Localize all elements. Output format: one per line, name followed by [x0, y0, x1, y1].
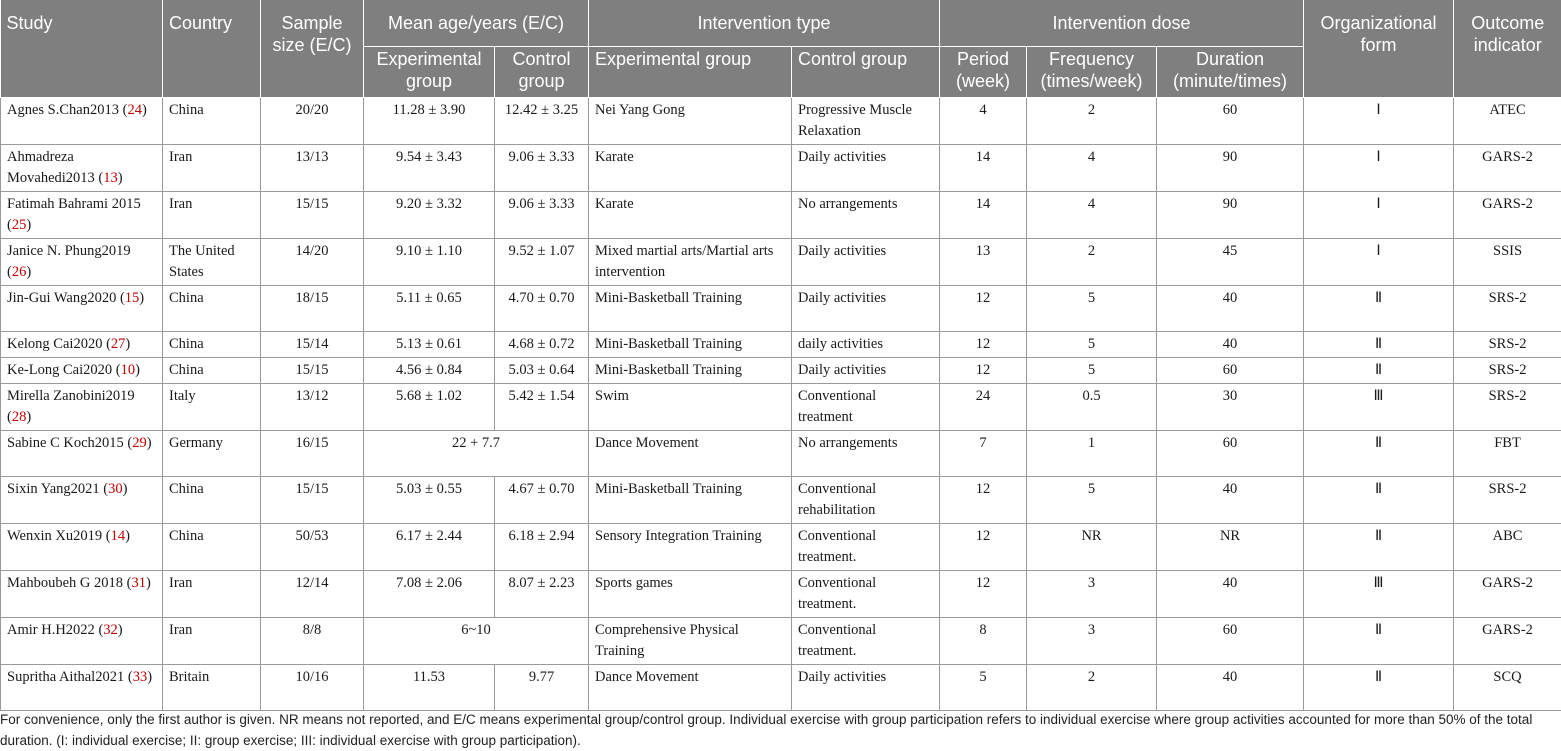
cell-organizational-form: Ⅰ [1304, 239, 1454, 286]
reference-link[interactable]: 15 [124, 290, 140, 306]
cell-age-experimental: 9.20 ± 3.32 [364, 192, 495, 239]
cell-frequency: 4 [1027, 145, 1157, 192]
study-name: Wenxin Xu2019 [7, 528, 103, 544]
cell-duration: 60 [1157, 618, 1304, 665]
cell-intervention-experimental: Karate [589, 192, 792, 239]
cell-age-experimental: 5.68 ± 1.02 [364, 384, 495, 431]
cell-country: China [163, 477, 261, 524]
cell-intervention-experimental: Karate [589, 145, 792, 192]
cell-period: 13 [940, 239, 1027, 286]
cell-period: 5 [940, 665, 1027, 711]
cell-study: Janice N. Phung2019 (26) [1, 239, 163, 286]
header-intervention-type: Intervention type [589, 0, 940, 47]
cell-outcome-indicator: GARS-2 [1454, 145, 1561, 192]
header-frequency: Frequency (times/week) [1027, 47, 1157, 98]
cell-outcome-indicator: ATEC [1454, 98, 1561, 145]
cell-period: 14 [940, 192, 1027, 239]
cell-country: China [163, 524, 261, 571]
cell-frequency: 5 [1027, 358, 1157, 384]
cell-age-experimental: 7.08 ± 2.06 [364, 571, 495, 618]
header-intervention-control: Control group [792, 47, 940, 98]
cell-outcome-indicator: FBT [1454, 431, 1561, 477]
table-row [1, 358, 1561, 384]
header-age-control: Control group [495, 47, 589, 98]
cell-frequency: 3 [1027, 618, 1157, 665]
cell-intervention-experimental: Mini-Basketball Training [589, 332, 792, 358]
cell-frequency: 2 [1027, 98, 1157, 145]
cell-age-control: 9.77 [495, 665, 589, 711]
cell-intervention-control: Conventional treatment. [792, 571, 940, 618]
cell-outcome-indicator: SRS-2 [1454, 286, 1561, 332]
study-name: Kelong Cai2020 [7, 336, 103, 352]
cell-frequency: 5 [1027, 477, 1157, 524]
study-name: Supritha Aithal2021 [7, 669, 125, 685]
cell-sample-size: 20/20 [261, 98, 364, 145]
study-name: Jin-Gui Wang2020 [7, 290, 117, 306]
cell-organizational-form: Ⅱ [1304, 431, 1454, 477]
cell-outcome-indicator: SRS-2 [1454, 477, 1561, 524]
cell-period: 12 [940, 358, 1027, 384]
cell-intervention-experimental: Sensory Integration Training [589, 524, 792, 571]
cell-sample-size: 13/12 [261, 384, 364, 431]
cell-intervention-control: Progressive Muscle Relaxation [792, 98, 940, 145]
cell-age-experimental: 9.10 ± 1.10 [364, 239, 495, 286]
cell-intervention-control: No arrangements [792, 431, 940, 477]
cell-frequency: 5 [1027, 286, 1157, 332]
cell-organizational-form: Ⅰ [1304, 145, 1454, 192]
cell-study: Wenxin Xu2019 (14) [1, 524, 163, 571]
cell-period: 12 [940, 571, 1027, 618]
cell-outcome-indicator: GARS-2 [1454, 192, 1561, 239]
cell-frequency: 3 [1027, 571, 1157, 618]
study-name: Mirella Zanobini2019 [7, 388, 135, 404]
cell-intervention-control: Conventional rehabilitation [792, 477, 940, 524]
study-name: Ke-Long Cai2020 [7, 362, 113, 378]
cell-study: Amir H.H2022 (32) [1, 618, 163, 665]
study-name: Sabine C Koch2015 [7, 435, 124, 451]
cell-duration: 40 [1157, 665, 1304, 711]
cell-age-experimental: 6.17 ± 2.44 [364, 524, 495, 571]
study-name: Mahboubeh G 2018 [7, 575, 123, 591]
header-sample-size: Sample size (E/C) [261, 0, 364, 98]
reference-link[interactable]: 33 [132, 669, 148, 685]
cell-duration: 60 [1157, 431, 1304, 477]
header-outcome-indicator: Outcome indicator [1454, 0, 1561, 98]
cell-study: Kelong Cai2020 (27) [1, 332, 163, 358]
study-name: Sixin Yang2021 [7, 481, 100, 497]
cell-intervention-control: Conventional treatment. [792, 618, 940, 665]
cell-age-experimental: 5.11 ± 0.65 [364, 286, 495, 332]
reference-link[interactable]: 14 [110, 528, 126, 544]
cell-intervention-experimental: Nei Yang Gong [589, 98, 792, 145]
cell-organizational-form: Ⅱ [1304, 618, 1454, 665]
cell-age-experimental: 4.56 ± 0.84 [364, 358, 495, 384]
cell-intervention-experimental: Sports games [589, 571, 792, 618]
cell-intervention-experimental: Mini-Basketball Training [589, 358, 792, 384]
cell-age-control: 4.68 ± 0.72 [495, 332, 589, 358]
cell-outcome-indicator: GARS-2 [1454, 618, 1561, 665]
cell-age-experimental: 5.13 ± 0.61 [364, 332, 495, 358]
reference-link[interactable]: 28 [11, 409, 27, 425]
cell-intervention-control: Daily activities [792, 358, 940, 384]
cell-organizational-form: Ⅱ [1304, 477, 1454, 524]
cell-mean-age-combined: 6~10 [364, 618, 589, 665]
cell-country: Germany [163, 431, 261, 477]
header-country: Country [163, 0, 261, 98]
cell-sample-size: 16/15 [261, 431, 364, 477]
cell-organizational-form: Ⅱ [1304, 665, 1454, 711]
cell-duration: 40 [1157, 477, 1304, 524]
reference-link[interactable]: 24 [127, 102, 142, 118]
cell-age-control: 4.67 ± 0.70 [495, 477, 589, 524]
table-row [1, 192, 1561, 239]
cell-outcome-indicator: SSIS [1454, 239, 1561, 286]
cell-intervention-experimental: Dance Movement [589, 665, 792, 711]
study-name: Ahmadreza Movahedi2013 [7, 149, 95, 186]
cell-study: Ahmadreza Movahedi2013 (13) [1, 145, 163, 192]
header-duration: Duration (minute/times) [1157, 47, 1304, 98]
cell-outcome-indicator: ABC [1454, 524, 1561, 571]
cell-intervention-control: No arrangements [792, 192, 940, 239]
cell-duration: 30 [1157, 384, 1304, 431]
cell-sample-size: 50/53 [261, 524, 364, 571]
cell-period: 12 [940, 477, 1027, 524]
cell-intervention-experimental: Mixed martial arts/Martial arts intervention [589, 239, 792, 286]
reference-link[interactable]: 26 [11, 264, 27, 280]
cell-sample-size: 15/15 [261, 192, 364, 239]
cell-organizational-form: Ⅱ [1304, 524, 1454, 571]
table-row [1, 477, 1561, 524]
header-organizational-form: Organizational form [1304, 0, 1454, 98]
reference-link[interactable]: 25 [11, 217, 27, 233]
cell-intervention-experimental: Mini-Basketball Training [589, 286, 792, 332]
table-row [1, 431, 1561, 477]
cell-duration: NR [1157, 524, 1304, 571]
cell-age-control: 12.42 ± 3.25 [495, 98, 589, 145]
cell-frequency: 0.5 [1027, 384, 1157, 431]
cell-study: Supritha Aithal2021 (33) [1, 665, 163, 711]
header-intervention-experimental: Experimental group [589, 47, 792, 98]
table-row [1, 384, 1561, 431]
cell-frequency: 2 [1027, 239, 1157, 286]
cell-frequency: 2 [1027, 665, 1157, 711]
cell-sample-size: 15/15 [261, 477, 364, 524]
cell-country: Iran [163, 192, 261, 239]
cell-outcome-indicator: GARS-2 [1454, 571, 1561, 618]
cell-intervention-control: Daily activities [792, 286, 940, 332]
cell-study: Agnes S.Chan2013 (24) [1, 98, 163, 145]
table-row [1, 286, 1561, 332]
cell-intervention-experimental: Mini-Basketball Training [589, 477, 792, 524]
table-row [1, 98, 1561, 145]
cell-outcome-indicator: SRS-2 [1454, 332, 1561, 358]
cell-organizational-form: Ⅰ [1304, 192, 1454, 239]
cell-study: Mirella Zanobini2019 (28) [1, 384, 163, 431]
cell-frequency: 4 [1027, 192, 1157, 239]
cell-intervention-experimental: Dance Movement [589, 431, 792, 477]
cell-period: 24 [940, 384, 1027, 431]
reference-link[interactable]: 31 [131, 575, 146, 591]
cell-age-experimental: 11.53 [364, 665, 495, 711]
table-row [1, 665, 1561, 711]
cell-period: 14 [940, 145, 1027, 192]
cell-age-experimental: 5.03 ± 0.55 [364, 477, 495, 524]
cell-duration: 40 [1157, 286, 1304, 332]
cell-country: China [163, 98, 261, 145]
cell-study: Jin-Gui Wang2020 (15) [1, 286, 163, 332]
header-period: Period (week) [940, 47, 1027, 98]
cell-period: 12 [940, 286, 1027, 332]
cell-sample-size: 13/13 [261, 145, 364, 192]
reference-link[interactable]: 10 [120, 362, 136, 378]
table-row [1, 332, 1561, 358]
cell-intervention-control: Daily activities [792, 145, 940, 192]
cell-age-control: 5.03 ± 0.64 [495, 358, 589, 384]
cell-organizational-form: Ⅲ [1304, 571, 1454, 618]
cell-intervention-experimental: Swim [589, 384, 792, 431]
header-study: Study [1, 0, 163, 98]
table-header [1, 0, 1561, 98]
cell-country: Iran [163, 618, 261, 665]
cell-sample-size: 15/14 [261, 332, 364, 358]
table-body [1, 98, 1561, 711]
header-age-experimental: Experimental group [364, 47, 495, 98]
cell-age-control: 9.52 ± 1.07 [495, 239, 589, 286]
cell-period: 12 [940, 524, 1027, 571]
cell-intervention-control: Conventional treatment. [792, 524, 940, 571]
cell-outcome-indicator: SRS-2 [1454, 384, 1561, 431]
cell-organizational-form: Ⅱ [1304, 286, 1454, 332]
cell-period: 8 [940, 618, 1027, 665]
cell-duration: 60 [1157, 98, 1304, 145]
cell-study: Ke-Long Cai2020 (10) [1, 358, 163, 384]
study-name: Fatimah Bahrami 2015 [7, 196, 141, 212]
cell-country: China [163, 358, 261, 384]
study-name: Agnes S.Chan2013 [7, 102, 119, 118]
table-row [1, 239, 1561, 286]
cell-mean-age-combined: 22 + 7.7 [364, 431, 589, 477]
cell-intervention-control: daily activities [792, 332, 940, 358]
cell-country: Iran [163, 571, 261, 618]
cell-intervention-control: Daily activities [792, 665, 940, 711]
cell-period: 12 [940, 332, 1027, 358]
reference-link[interactable]: 27 [110, 336, 126, 352]
cell-organizational-form: Ⅰ [1304, 98, 1454, 145]
cell-age-experimental: 9.54 ± 3.43 [364, 145, 495, 192]
cell-intervention-experimental: Comprehensive Physical Training [589, 618, 792, 665]
cell-sample-size: 12/14 [261, 571, 364, 618]
header-mean-age: Mean age/years (E/C) [364, 0, 589, 47]
cell-duration: 90 [1157, 145, 1304, 192]
cell-duration: 90 [1157, 192, 1304, 239]
cell-outcome-indicator: SCQ [1454, 665, 1561, 711]
reference-link[interactable]: 13 [103, 170, 118, 186]
cell-frequency: NR [1027, 524, 1157, 571]
cell-sample-size: 14/20 [261, 239, 364, 286]
reference-link[interactable]: 32 [103, 622, 118, 638]
header-intervention-dose: Intervention dose [940, 0, 1304, 47]
table-row [1, 524, 1561, 571]
study-name: Janice N. Phung2019 [7, 243, 131, 259]
cell-country: The United States [163, 239, 261, 286]
cell-frequency: 5 [1027, 332, 1157, 358]
cell-duration: 40 [1157, 332, 1304, 358]
cell-organizational-form: Ⅲ [1304, 384, 1454, 431]
cell-period: 4 [940, 98, 1027, 145]
cell-study: Sabine C Koch2015 (29) [1, 431, 163, 477]
study-name: Amir H.H2022 [7, 622, 95, 638]
cell-frequency: 1 [1027, 431, 1157, 477]
cell-country: Britain [163, 665, 261, 711]
cell-age-control: 5.42 ± 1.54 [495, 384, 589, 431]
cell-country: Iran [163, 145, 261, 192]
cell-duration: 45 [1157, 239, 1304, 286]
cell-country: Italy [163, 384, 261, 431]
cell-study: Sixin Yang2021 (30) [1, 477, 163, 524]
cell-age-control: 9.06 ± 3.33 [495, 192, 589, 239]
cell-organizational-form: Ⅱ [1304, 358, 1454, 384]
table-row [1, 571, 1561, 618]
cell-duration: 60 [1157, 358, 1304, 384]
cell-intervention-control: Conventional treatment [792, 384, 940, 431]
cell-study: Mahboubeh G 2018 (31) [1, 571, 163, 618]
table-row [1, 145, 1561, 192]
cell-country: China [163, 286, 261, 332]
table-row [1, 618, 1561, 665]
cell-sample-size: 18/15 [261, 286, 364, 332]
cell-outcome-indicator: SRS-2 [1454, 358, 1561, 384]
cell-organizational-form: Ⅱ [1304, 332, 1454, 358]
cell-sample-size: 10/16 [261, 665, 364, 711]
cell-age-control: 4.70 ± 0.70 [495, 286, 589, 332]
cell-sample-size: 8/8 [261, 618, 364, 665]
cell-age-control: 9.06 ± 3.33 [495, 145, 589, 192]
cell-age-control: 8.07 ± 2.23 [495, 571, 589, 618]
cell-intervention-control: Daily activities [792, 239, 940, 286]
cell-country: China [163, 332, 261, 358]
cell-duration: 40 [1157, 571, 1304, 618]
cell-study: Fatimah Bahrami 2015 (25) [1, 192, 163, 239]
table-footnote: For convenience, only the first author is given. NR means not reported, and E/C means experimental group/control group. Individual exercise with group participation refers to individual exercise where group activities accounted for more than 50% of the total duration. (I: individual exercise; II: group exercise; III: individual exercise with group participation). [0, 712, 1533, 748]
cell-sample-size: 15/15 [261, 358, 364, 384]
reference-link[interactable]: 29 [132, 435, 147, 451]
cell-age-experimental: 11.28 ± 3.90 [364, 98, 495, 145]
reference-link[interactable]: 30 [108, 481, 123, 497]
cell-age-control: 6.18 ± 2.94 [495, 524, 589, 571]
cell-period: 7 [940, 431, 1027, 477]
